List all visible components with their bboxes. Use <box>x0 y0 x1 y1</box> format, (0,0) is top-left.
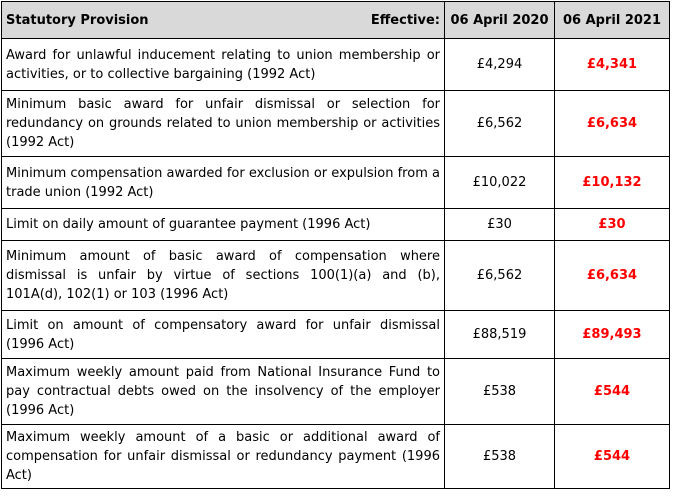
provision-cell: Limit on amount of compensatory award for unfair dismissal (1996 Act) <box>2 311 445 359</box>
value-2020-cell: £6,562 <box>445 91 555 157</box>
value-2021-cell: £544 <box>555 359 670 425</box>
table-row <box>2 157 670 209</box>
value-2020-cell: £30 <box>445 209 555 241</box>
header-provision-label: Statutory Provision <box>6 12 149 28</box>
table-header-row <box>2 2 670 39</box>
statutory-limits-table-wrapper <box>1 1 670 489</box>
header-date-2021: 06 April 2021 <box>555 2 670 39</box>
table-row <box>2 425 670 489</box>
header-provision <box>2 2 445 39</box>
value-2021-cell: £4,341 <box>555 39 670 91</box>
header-date-2020: 06 April 2020 <box>445 2 555 39</box>
table-row <box>2 39 670 91</box>
value-2021-cell: £6,634 <box>555 241 670 311</box>
value-2020-cell: £538 <box>445 425 555 489</box>
table-row <box>2 359 670 425</box>
value-2021-cell: £6,634 <box>555 91 670 157</box>
value-2020-cell: £538 <box>445 359 555 425</box>
table-row <box>2 311 670 359</box>
provision-cell: Limit on daily amount of guarantee payment (1996 Act) <box>2 209 445 241</box>
header-effective-label: Effective: <box>370 12 440 28</box>
statutory-limits-table <box>1 1 670 489</box>
provision-cell: Minimum basic award for unfair dismissal or selection for redundancy on grounds related to union membership or activities (1992 Act) <box>2 91 445 157</box>
table-row <box>2 91 670 157</box>
value-2021-cell: £89,493 <box>555 311 670 359</box>
value-2020-cell: £88,519 <box>445 311 555 359</box>
provision-cell: Minimum compensation awarded for exclusion or expulsion from a trade union (1992 Act) <box>2 157 445 209</box>
value-2021-cell: £30 <box>555 209 670 241</box>
provision-cell: Maximum weekly amount paid from National Insurance Fund to pay contractual debts owed on the insolvency of the employer (1996 Act) <box>2 359 445 425</box>
table-row <box>2 209 670 241</box>
provision-cell: Minimum amount of basic award of compensation where dismissal is unfair by virtue of sections 100(1)(a) and (b), 101A(d), 102(1) or 103 (1996 Act) <box>2 241 445 311</box>
table-row <box>2 241 670 311</box>
value-2020-cell: £10,022 <box>445 157 555 209</box>
value-2021-cell: £10,132 <box>555 157 670 209</box>
provision-cell: Award for unlawful inducement relating to union membership or activities, or to collective bargaining (1992 Act) <box>2 39 445 91</box>
provision-cell: Maximum weekly amount of a basic or additional award of compensation for unfair dismissal or redundancy payment (1996 Act) <box>2 425 445 489</box>
value-2021-cell: £544 <box>555 425 670 489</box>
value-2020-cell: £4,294 <box>445 39 555 91</box>
value-2020-cell: £6,562 <box>445 241 555 311</box>
